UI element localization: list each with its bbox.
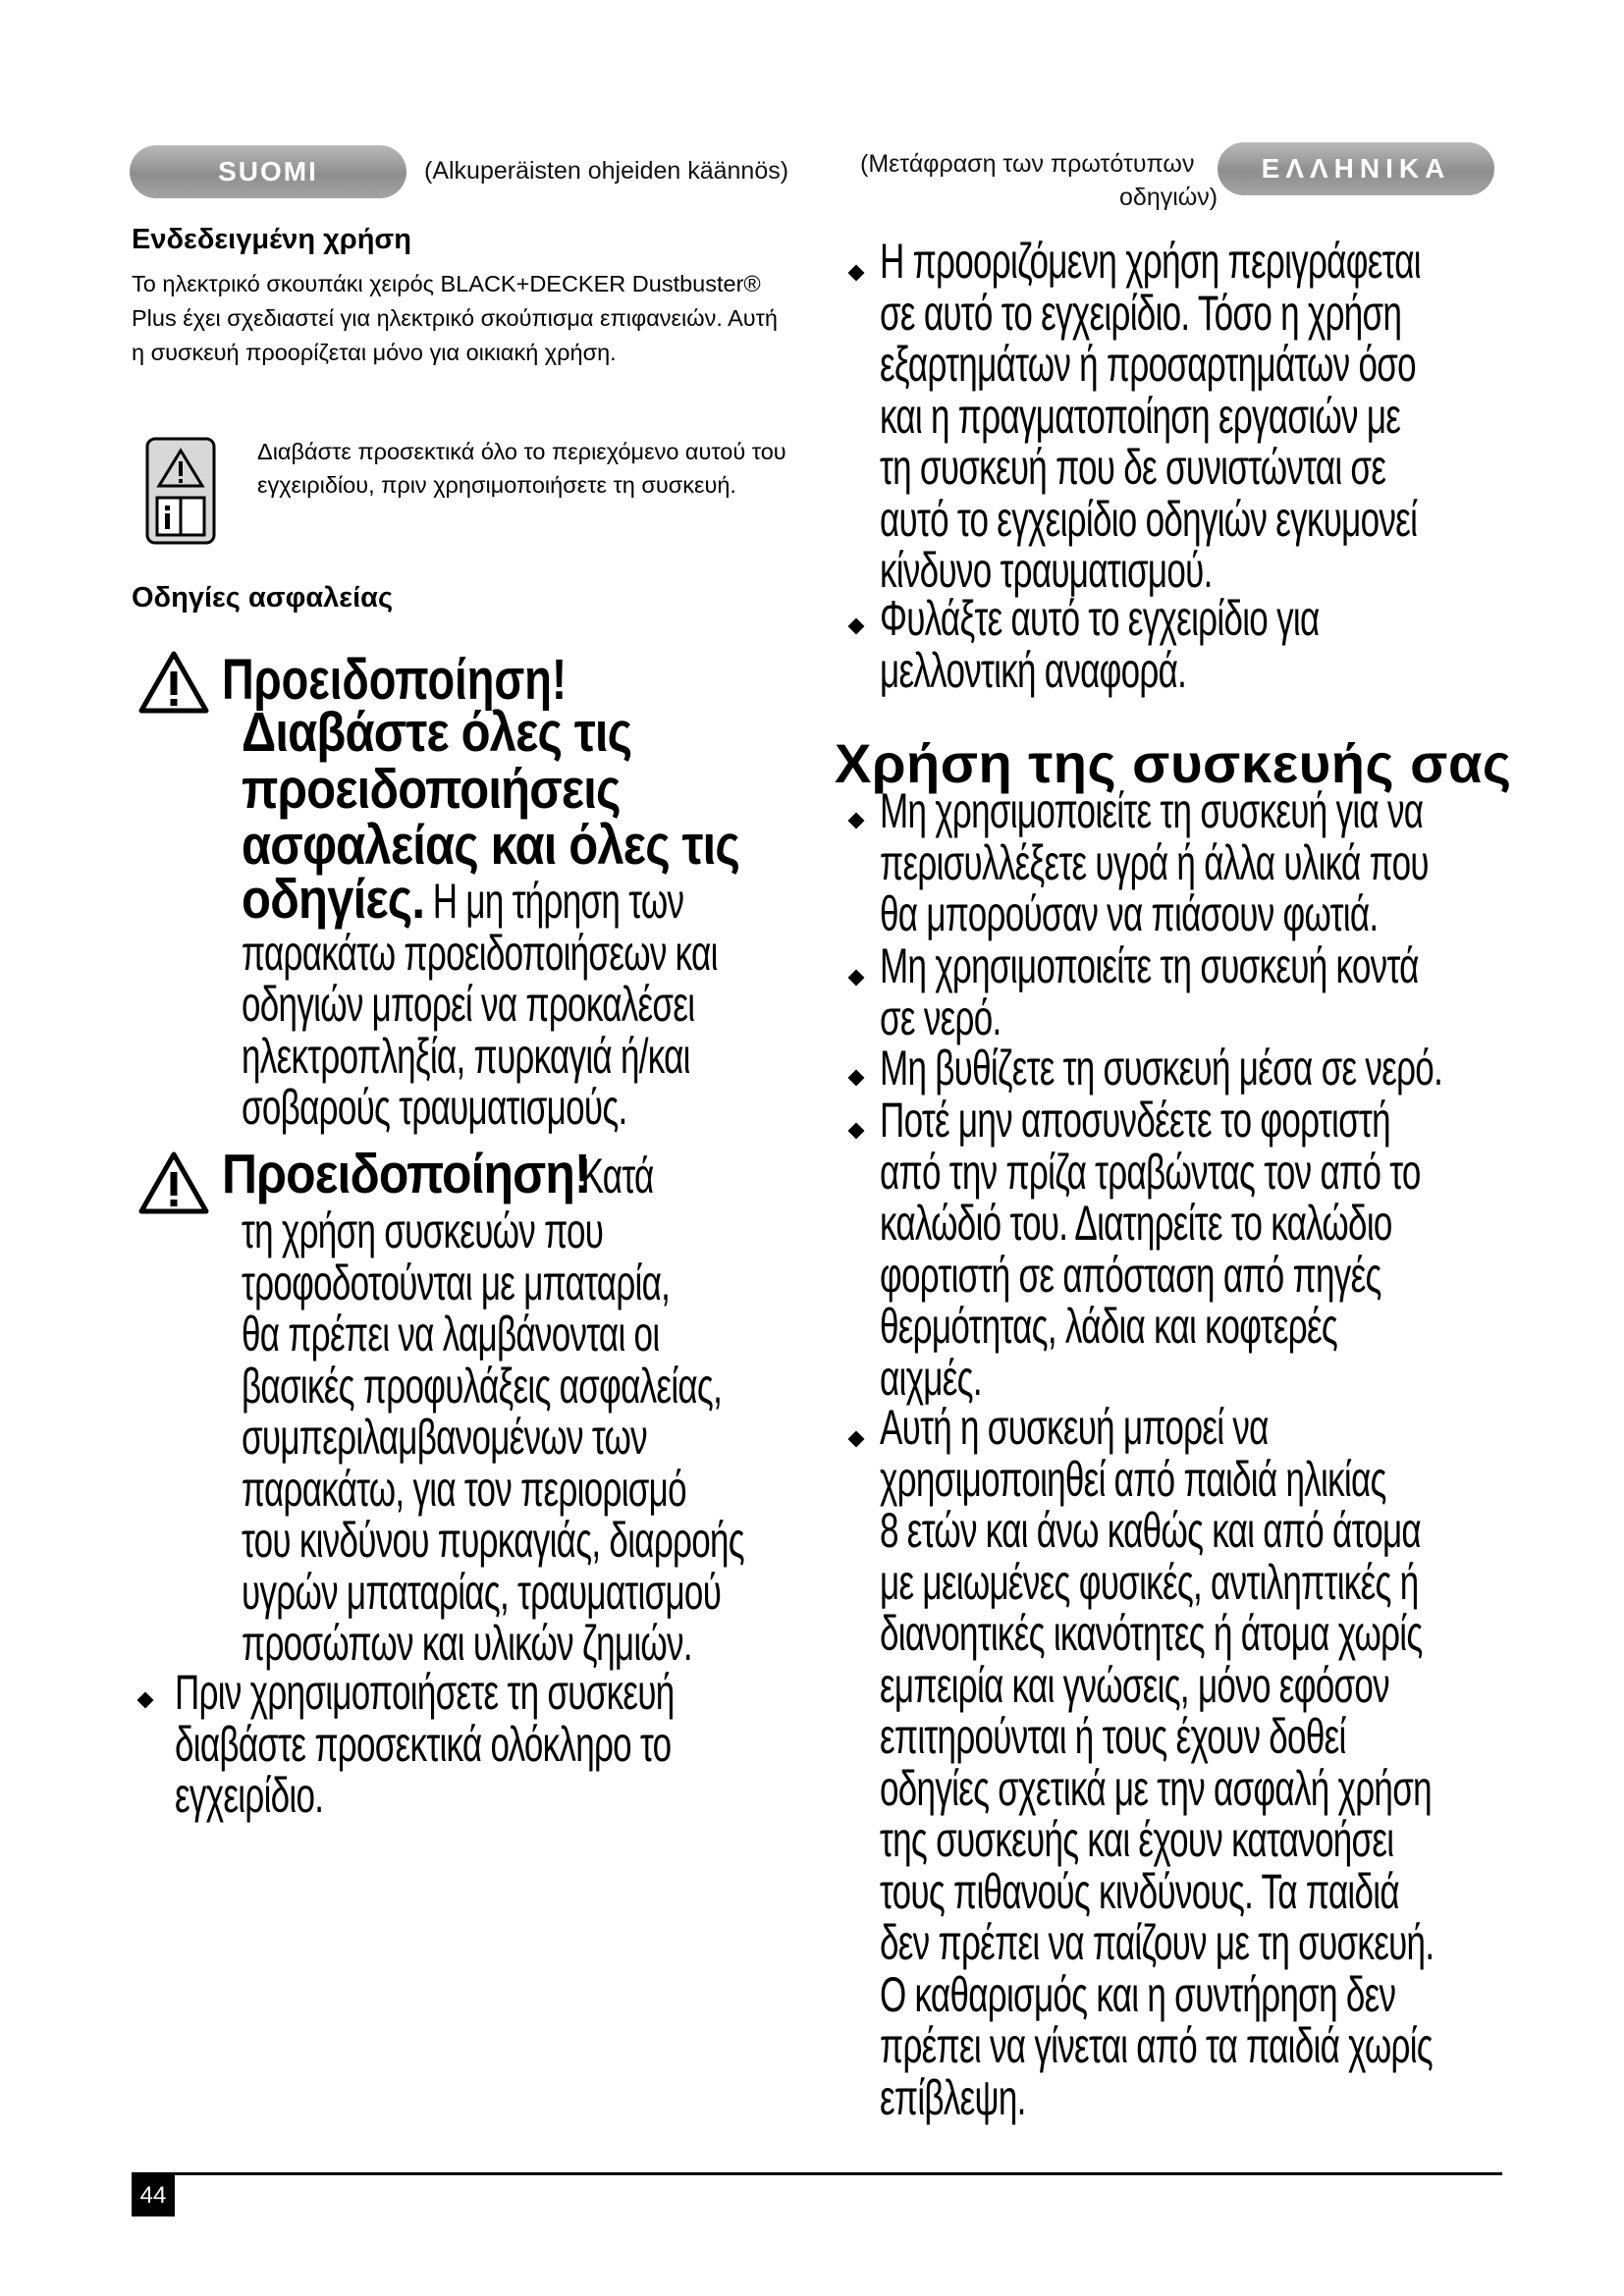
bullet-line: διαβάστε προσεκτικά ολόκληρο το [175, 1716, 672, 1772]
bullet-line: αυτό το εγχειρίδιο οδηγιών εγκυμονεί [880, 491, 1418, 547]
bullet-line: 8 ετών και άνω καθώς και από άτομα [880, 1503, 1421, 1558]
warning-2-title-line [222, 1143, 654, 1205]
bullet-line: Ο καθαρισμός και η συντήρηση δεν [880, 1966, 1396, 2022]
language-tab-greek: ΕΛΛΗΝΙΚΑ [1218, 142, 1494, 195]
right-bullet-near-water [880, 940, 1419, 1043]
bullet-marker [137, 1692, 154, 1709]
right-bullet-charger-cord [880, 1095, 1421, 1404]
bullet-line: διανοητικές ικανότητες ή άτομα χωρίς [880, 1606, 1423, 1661]
bullet-marker [848, 618, 865, 635]
page-number: 44 [132, 2175, 175, 2216]
bullet-line: εξαρτημάτων ή προσαρτημάτων όσο [880, 337, 1416, 392]
bullet-line: καλώδιό του. Διατηρείτε το καλώδιο [880, 1196, 1392, 1251]
bullet-line: Η προοριζόμενη χρήση περιγράφεται [880, 234, 1421, 289]
warning-1 [222, 648, 568, 712]
bullet-marker [848, 1431, 865, 1448]
bullet-line: δεν πρέπει να παίζουν με τη συσκευή. [880, 1915, 1435, 1970]
translation-note-greek [860, 147, 1218, 214]
bullet-line: χρησιμοποιηθεί από παιδιά ηλικίας [880, 1451, 1386, 1507]
warning-1-title: Προειδοποίηση! [222, 648, 568, 712]
warning-2-line: συμπεριλαμβανομένων των [242, 1410, 647, 1465]
footer-rule [132, 2172, 1502, 2175]
bullet-line: σε αυτό το εγχειρίδιο. Τόσο η χρήση [880, 285, 1402, 341]
bullet-line: Πριν χρησιμοποιήσετε τη συσκευή [175, 1665, 675, 1720]
read-manual-note: Διαβάστε προσεκτικά όλο το περιεχόμενο αυτού του εγχειριδίου, πριν χρησιμοποιήσετε τη συσκευή. [257, 439, 786, 498]
bullet-marker [848, 265, 865, 282]
bullet-line: της συσκευής και έχουν κατανοήσει [880, 1812, 1394, 1867]
warning-1-line: σοβαρούς τραυματισμούς. [242, 1080, 627, 1135]
bullet-line: τους πιθανούς κινδύνους. Τα παιδιά [880, 1863, 1399, 1919]
warning-1-bold-line: προειδοποιήσεις [242, 757, 621, 821]
bullet-line: μελλοντική αναφορά. [880, 642, 1187, 698]
read-manual-icon [145, 437, 216, 545]
bullet-line: θα μπορούσαν να πιάσουν φωτιά. [880, 886, 1379, 941]
bullet-line: φορτιστή σε απόσταση από πηγές [880, 1247, 1381, 1303]
right-bullet-children [880, 1402, 1434, 2123]
bullet-line: Μη βυθίζετε τη συσκευή μέσα σε νερό. [880, 1041, 1443, 1095]
warning-2-line: τη χρήση συσκευών που [242, 1203, 604, 1258]
bullet-line: περισυλλέξετε υγρά ή άλλα υλικά που [880, 834, 1429, 890]
bullet-line: και η πραγματοποίηση εργασιών με [880, 388, 1401, 444]
bullet-line: Μη χρησιμοποιείτε τη συσκευή για να [880, 783, 1424, 838]
warning-1-line: παρακάτω προειδοποιήσεων και [242, 925, 718, 981]
bullet-line: οδηγίες σχετικά με την ασφαλή χρήση [880, 1760, 1432, 1816]
right-bullet-intended-use [880, 236, 1421, 597]
bullet-marker [848, 813, 865, 829]
warning-2-line: παρακάτω, για τον περιορισμό [242, 1461, 686, 1517]
warning-1-bold-line: Διαβάστε όλες τις [242, 701, 632, 764]
left-bullet-read-manual [175, 1667, 675, 1822]
warning-2-line: τροφοδοτούνται με μπαταρία, [242, 1255, 671, 1310]
bullet-line: με μειωμένες φυσικές, αντιληπτικές ή [880, 1554, 1419, 1610]
bullet-line: Αυτή η συσκευή μπορεί να [880, 1400, 1269, 1455]
warning-2-body [242, 1205, 744, 1670]
warning-1-line-text: Η μη τήρηση των [432, 874, 684, 929]
right-bullet-keep-manual [880, 593, 1320, 696]
warning-1-body [242, 868, 718, 1135]
warning-2-line: προσώπων και υλικών ζημιών. [242, 1616, 692, 1671]
right-bullet-immerse [880, 1042, 1442, 1095]
bullet-marker [848, 1123, 865, 1140]
warning-2-title: Προειδοποίηση! [222, 1143, 590, 1205]
bullet-line: εμπειρία και γνώσεις, μόνο εφόσον [880, 1657, 1389, 1713]
bullet-line: τη συσκευή που δε συνιστώνται σε [880, 440, 1386, 495]
warning-1-line: οδηγιών μπορεί να προκαλέσει [242, 977, 695, 1032]
warning-2-first-word: Κατά [580, 1148, 654, 1203]
bullet-line: θερμότητας, λάδια και κοφτερές [880, 1299, 1338, 1354]
translation-note-finnish: (Alkuperäisten ohjeiden käännös) [424, 157, 789, 185]
intended-use-heading: Ενδεδειγμένη χρήση [132, 224, 411, 255]
bullet-line: κίνδυνο τραυματισμού. [880, 543, 1213, 598]
bullet-marker [848, 1070, 865, 1087]
section-title-using-appliance: Χρήση της συσκευής σας [835, 732, 1512, 794]
bullet-line: αιχμές. [880, 1350, 982, 1406]
bullet-line: επίβλεψη. [880, 2069, 1026, 2125]
warning-triangle-icon [137, 1150, 210, 1215]
safety-heading: Οδηγίες ασφαλείας [132, 582, 394, 614]
translation-note-line2: οδηγιών) [1119, 184, 1218, 211]
bullet-line: Μη χρησιμοποιείτε τη συσκευή κοντά [880, 938, 1419, 993]
warning-1-bold-line: ασφαλείας και όλες τις [242, 814, 739, 877]
bullet-line: Φυλάξτε αυτό το εγχειρίδιο για [880, 591, 1320, 646]
warning-2-line: υγρών μπαταρίας, τραυματισμού [242, 1564, 722, 1620]
intended-use-text: Το ηλεκτρικό σκουπάκι χειρός BLACK+DECKER Dustbuster® Plus έχει σχεδιαστεί για ηλεκτρικό σκούπισμα επιφανειών. Αυτή η συσκευή προορίζεται μόνο για οικιακή χρήση. [132, 271, 778, 365]
translation-note-line1: (Μετάφραση των πρωτότυπων [860, 150, 1195, 178]
bullet-line: Ποτέ μην αποσυνδέετε το φορτιστή [880, 1093, 1390, 1148]
bullet-line: εγχειρίδιο. [175, 1768, 324, 1823]
warning-triangle-icon [137, 650, 210, 715]
bullet-line: επιτηρούνται ή τους έχουν δοθεί [880, 1709, 1346, 1764]
bullet-line: πρέπει να γίνεται από τα παιδιά χωρίς [880, 2018, 1433, 2073]
bullet-line: σε νερό. [880, 989, 1001, 1045]
warning-1-bold-line: οδηγίες. [242, 868, 425, 931]
warning-1-line: ηλεκτροπληξία, πυρκαγιά ή/και [242, 1028, 690, 1084]
bullet-line: από την πρίζα τραβώντας τον από το [880, 1144, 1421, 1200]
warning-1-bold-text [242, 701, 739, 877]
warning-2-line: θα πρέπει να λαμβάνονται οι [242, 1307, 660, 1362]
language-tab-suomi: SUOMI [130, 145, 406, 198]
warning-2-line: βασικές προφυλάξεις ασφαλείας, [242, 1358, 723, 1414]
right-bullet-flammable [880, 785, 1429, 940]
bullet-marker [848, 970, 865, 987]
warning-1-line [242, 868, 718, 931]
warning-2-line: του κινδύνου πυρκαγιάς, διαρροής [242, 1513, 744, 1568]
